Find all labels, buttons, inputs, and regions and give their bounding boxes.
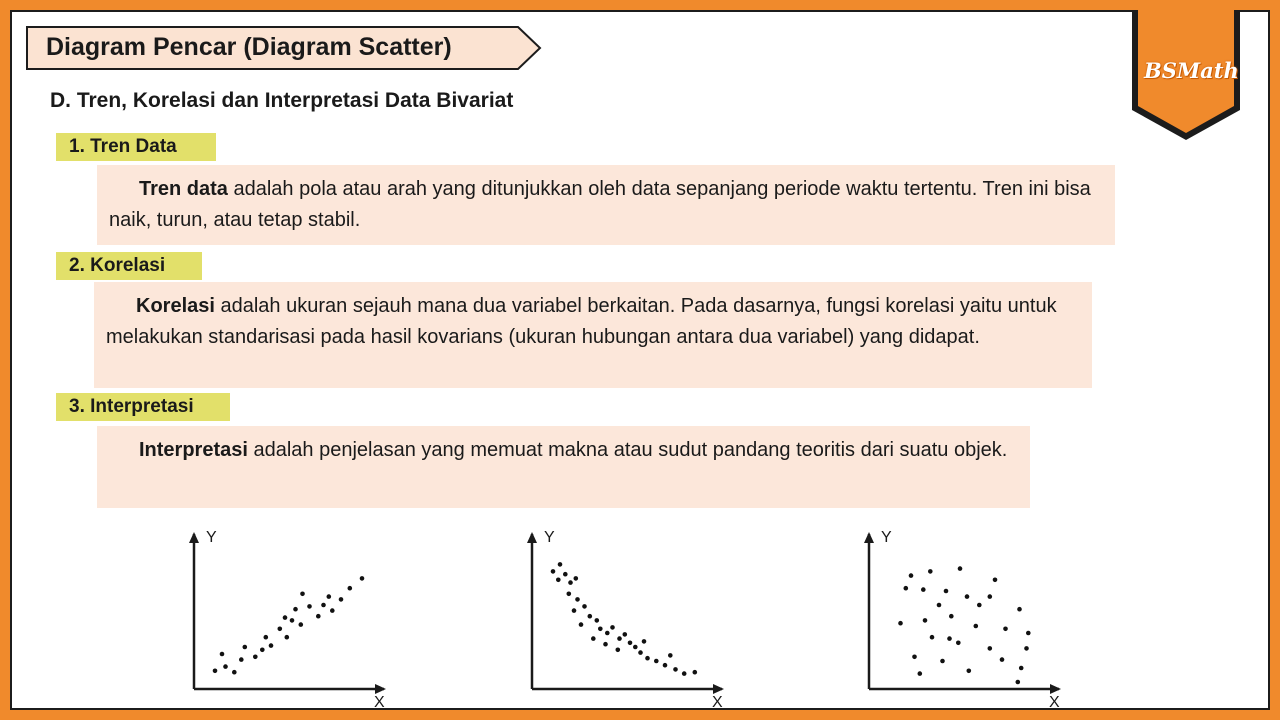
y-axis-arrow: [189, 532, 199, 543]
term-tren-data: Tren data: [139, 178, 228, 200]
y-axis-arrow: [527, 532, 537, 543]
x-axis-arrow: [375, 684, 386, 694]
y-axis-label: Y: [881, 529, 892, 546]
data-point: [923, 618, 928, 623]
term-korelasi: Korelasi: [136, 295, 215, 317]
data-point: [316, 614, 321, 619]
data-point: [628, 641, 633, 646]
data-point: [285, 635, 290, 640]
x-axis-arrow: [1050, 684, 1061, 694]
data-point: [598, 627, 603, 632]
data-point: [654, 659, 659, 664]
data-point: [574, 576, 579, 581]
data-point: [260, 648, 265, 653]
title-banner: [26, 26, 542, 70]
data-point: [551, 569, 556, 574]
data-point: [663, 663, 668, 668]
data-point: [293, 607, 298, 612]
data-point: [1019, 666, 1024, 671]
data-point: [568, 580, 573, 585]
data-point: [928, 569, 933, 574]
data-point: [232, 670, 237, 675]
data-point: [616, 648, 621, 653]
data-point: [567, 592, 572, 597]
data-point: [617, 636, 622, 641]
data-point: [269, 643, 274, 648]
data-point: [283, 615, 288, 620]
data-point: [591, 636, 596, 641]
data-point: [339, 597, 344, 602]
data-point: [223, 664, 228, 669]
section-heading: D. Tren, Korelasi dan Interpretasi Data Bivariat: [50, 89, 514, 112]
data-point: [623, 632, 628, 637]
data-point: [300, 592, 305, 597]
data-point: [956, 641, 961, 646]
data-point: [668, 653, 673, 658]
data-point: [909, 573, 914, 578]
data-point: [1024, 646, 1029, 651]
data-point: [582, 604, 587, 609]
data-point: [220, 652, 225, 657]
x-axis-label: X: [374, 694, 385, 711]
data-point: [965, 594, 970, 599]
text-interpretasi: adalah penjelasan yang memuat makna atau sudut pandang teoritis dari suatu objek.: [247, 439, 1008, 461]
data-point: [321, 603, 326, 608]
data-point: [918, 671, 923, 676]
x-axis-label: X: [1049, 694, 1060, 711]
label-tren-data: 1. Tren Data: [56, 133, 216, 161]
data-point: [958, 566, 963, 571]
data-point: [645, 656, 650, 661]
data-point: [1026, 631, 1031, 636]
data-point: [682, 671, 687, 676]
data-point: [290, 618, 295, 623]
data-point: [264, 635, 269, 640]
data-point: [579, 622, 584, 627]
x-axis-arrow: [713, 684, 724, 694]
data-point: [993, 578, 998, 583]
slide: [10, 10, 1270, 710]
text-tren-data: adalah pola atau arah yang ditunjukkan oleh data sepanjang periode waktu tertentu. Tren ini bisa naik, turun, atau tetap stabil.: [109, 178, 1091, 231]
data-point: [912, 655, 917, 660]
scatter-positive: [162, 517, 402, 711]
data-point: [977, 603, 982, 608]
data-point: [595, 618, 600, 623]
data-point: [944, 589, 949, 594]
data-point: [930, 635, 935, 640]
data-point: [1017, 607, 1022, 612]
data-point: [605, 631, 610, 636]
data-point: [360, 576, 365, 581]
data-point: [974, 624, 979, 629]
data-point: [947, 636, 952, 641]
data-point: [572, 608, 577, 613]
data-point: [558, 562, 563, 567]
data-point: [1003, 627, 1008, 632]
data-point: [610, 625, 615, 630]
term-interpretasi: Interpretasi: [139, 439, 248, 461]
data-point: [921, 587, 926, 592]
x-axis-label: X: [712, 694, 723, 711]
data-point: [588, 614, 593, 619]
data-point: [348, 586, 353, 591]
data-point: [1016, 680, 1021, 685]
data-point: [642, 639, 647, 644]
data-point: [213, 669, 218, 674]
data-point: [556, 578, 561, 583]
data-point: [330, 608, 335, 613]
logo-text: BSMath: [1144, 58, 1239, 83]
data-point: [307, 604, 312, 609]
y-axis-label: Y: [544, 529, 555, 546]
definition-tren-data: [97, 165, 1115, 245]
data-point: [673, 667, 678, 672]
data-point: [253, 655, 258, 660]
data-point: [937, 603, 942, 608]
y-axis-label: Y: [206, 529, 217, 546]
definition-interpretasi: [97, 426, 1030, 508]
page-title: Diagram Pencar (Diagram Scatter): [46, 33, 452, 61]
data-point: [327, 594, 332, 599]
text-korelasi: adalah ukuran sejauh mana dua variabel berkaitan. Pada dasarnya, fungsi korelasi yaitu untuk melakukan standarisasi pada hasil kovarians (ukuran hubungan antara dua variabel) yang didapat.: [106, 295, 1057, 348]
data-point: [278, 627, 283, 632]
data-point: [988, 646, 993, 651]
data-point: [299, 622, 304, 627]
data-point: [633, 645, 638, 650]
data-point: [967, 669, 972, 674]
data-point: [575, 597, 580, 602]
label-korelasi: 2. Korelasi: [56, 252, 202, 280]
data-point: [239, 657, 244, 662]
label-interpretasi: 3. Interpretasi: [56, 393, 230, 421]
data-point: [243, 645, 248, 650]
data-point: [638, 650, 643, 655]
data-point: [949, 614, 954, 619]
data-point: [1000, 657, 1005, 662]
scatter-negative: [500, 517, 740, 711]
data-point: [904, 586, 909, 591]
definition-korelasi: [94, 282, 1092, 388]
data-point: [693, 670, 698, 675]
data-point: [603, 642, 608, 647]
data-point: [898, 621, 903, 626]
scatter-no-correlation: [837, 517, 1077, 711]
y-axis-arrow: [864, 532, 874, 543]
data-point: [563, 572, 568, 577]
data-point: [988, 594, 993, 599]
data-point: [940, 659, 945, 664]
